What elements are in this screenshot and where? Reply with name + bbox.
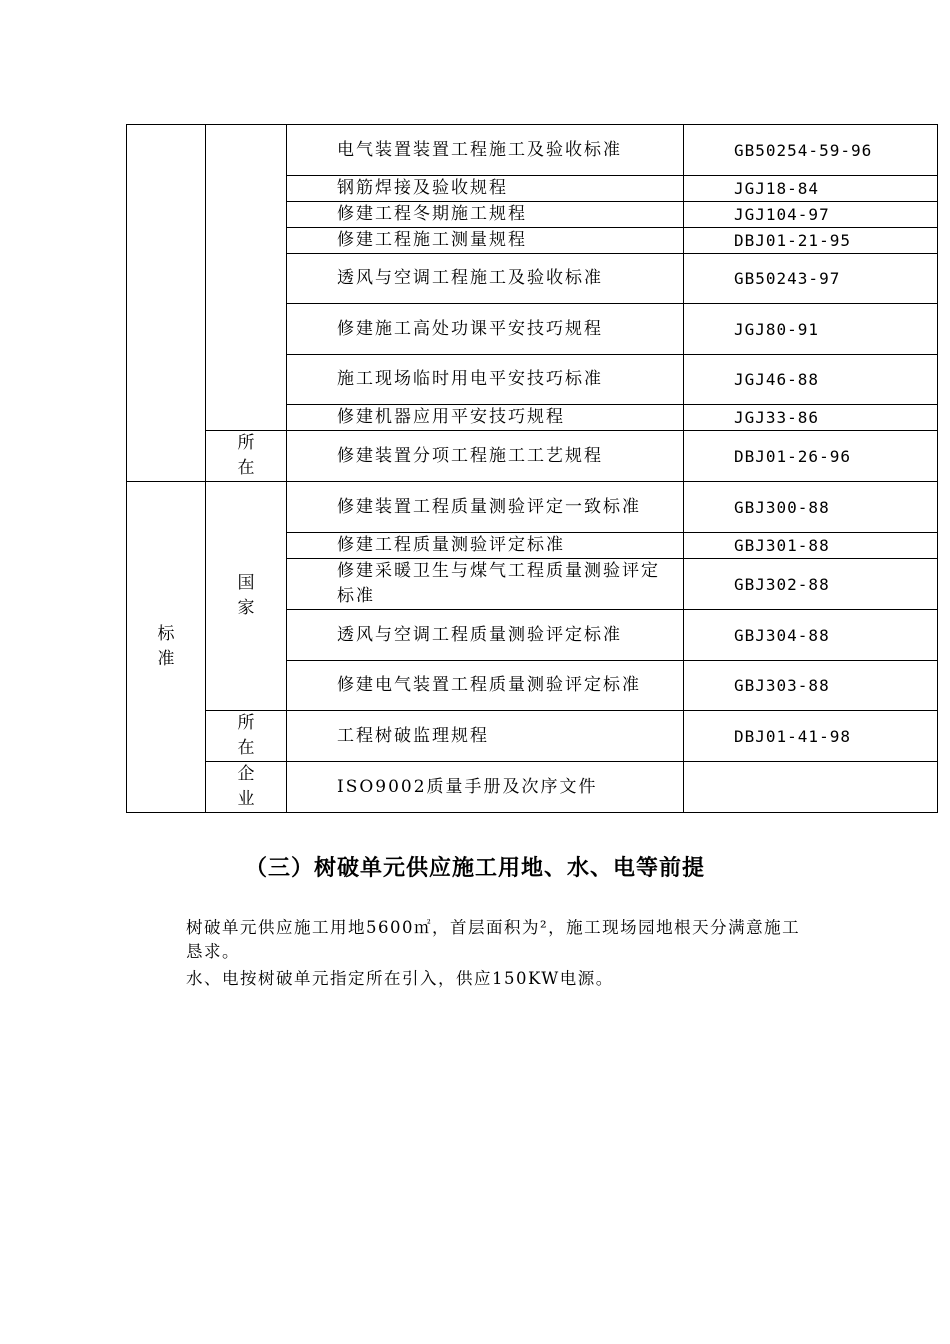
standard-name: ISO9002质量手册及次序文件: [287, 762, 684, 813]
standard-name: 钢筋焊接及验收规程: [287, 176, 684, 202]
standard-name: 透风与空调工程质量测验评定标准: [287, 610, 684, 661]
standard-name: 透风与空调工程施工及验收标准: [287, 254, 684, 304]
paragraph-site: 树破单元供应施工用地5600㎡，首层面积为²，施工现场园地根天分满意施工恳求。: [186, 918, 801, 961]
standard-code: GBJ301-88: [684, 533, 938, 559]
standard-name: 施工现场临时用电平安技巧标准: [287, 355, 684, 405]
standard-name: 修建工程施工测量规程: [287, 228, 684, 254]
standard-name: 修建装置分项工程施工工艺规程: [287, 431, 684, 482]
standard-code: JGJ33-86: [684, 405, 938, 431]
level-cell-local: [206, 711, 287, 762]
level-label: 企业: [237, 764, 257, 809]
standard-name: 电气装置装置工程施工及验收标准: [287, 125, 684, 176]
standard-code: [684, 762, 938, 813]
standard-name: 修建采暖卫生与煤气工程质量测验评定标准: [287, 559, 684, 610]
standard-code: JGJ80-91: [684, 304, 938, 355]
level-label: 所在: [237, 713, 257, 758]
standard-code: GBJ302-88: [684, 559, 938, 610]
section-heading: （三）树破单元供应施工用地、水、电等前提: [244, 856, 705, 881]
category-cell-empty: [127, 125, 206, 482]
level-label: 所在: [237, 433, 257, 478]
standard-code: DBJ01-26-96: [684, 431, 938, 482]
level-cell-enterprise: [206, 762, 287, 813]
level-cell-national: [206, 482, 287, 711]
standard-name: 修建装置工程质量测验评定一致标准: [287, 482, 684, 533]
paragraph-utilities: 水、电按树破单元指定所在引入，供应150KW电源。: [186, 969, 614, 988]
standard-name: 修建工程质量测验评定标准: [287, 533, 684, 559]
standard-code: GB50243-97: [684, 254, 938, 304]
standard-name: 修建工程冬期施工规程: [287, 202, 684, 228]
standard-code: GBJ303-88: [684, 661, 938, 711]
level-cell-empty: [206, 125, 287, 431]
standards-table: [126, 124, 938, 813]
standard-code: JGJ104-97: [684, 202, 938, 228]
standard-name: 修建电气装置工程质量测验评定标准: [287, 661, 684, 711]
standard-name: 修建机器应用平安技巧规程: [287, 405, 684, 431]
level-label: 国家: [237, 573, 257, 618]
level-cell-local: [206, 431, 287, 482]
standard-code: DBJ01-21-95: [684, 228, 938, 254]
standard-code: JGJ18-84: [684, 176, 938, 202]
category-label: 标准: [157, 624, 177, 669]
standard-code: GBJ300-88: [684, 482, 938, 533]
standard-code: GBJ304-88: [684, 610, 938, 661]
standard-name: 修建施工高处功课平安技巧规程: [287, 304, 684, 355]
standard-code: JGJ46-88: [684, 355, 938, 405]
standard-code: GB50254-59-96: [684, 125, 938, 176]
standard-code: DBJ01-41-98: [684, 711, 938, 762]
category-cell-standard: [127, 482, 206, 813]
standard-name: 工程树破监理规程: [287, 711, 684, 762]
